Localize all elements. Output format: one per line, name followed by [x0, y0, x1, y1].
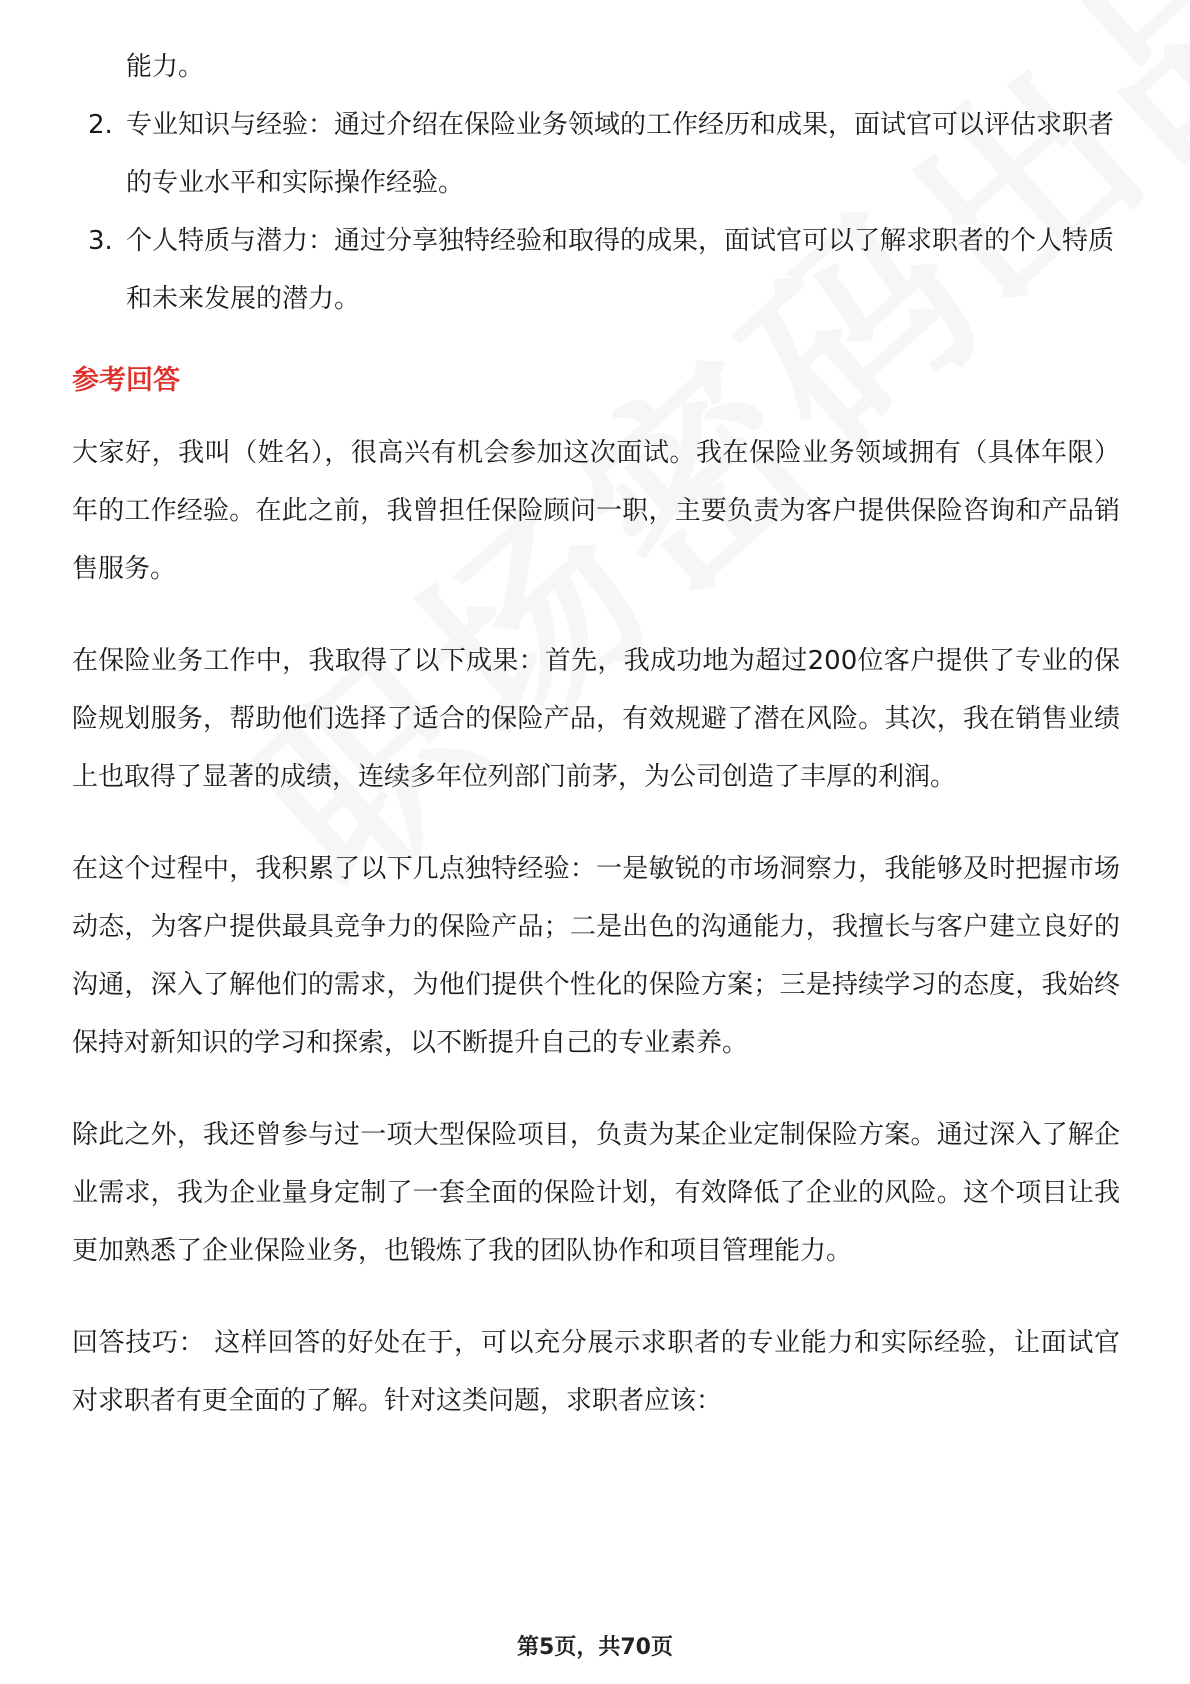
list-item-number: 3. [88, 226, 113, 256]
paragraph-tips: 回答技巧： 这样回答的好处在于，可以充分展示求职者的专业能力和实际经验，让面试官对求职者有更全面的了解。针对这类问题，求职者应该： [72, 1328, 1120, 1416]
page-number: 第5页，共70页 [517, 1635, 673, 1660]
page-content [72, 38, 1120, 1464]
numbered-list [72, 96, 1120, 328]
paragraph-project: 除此之外，我还曾参与过一项大型保险项目，负责为某企业定制保险方案。通过深入了解企业需求，我为企业量身定制了一套全面的保险计划，有效降低了企业的风险。这个项目让我更加熟悉了企业保险业务，也锻炼了我的团队协作和项目管理能力。 [72, 1120, 1120, 1266]
list-item-text: 个人特质与潜力：通过分享独特经验和取得的成果，面试官可以了解求职者的个人特质和未来发展的潜力。 [126, 226, 1115, 314]
paragraph-intro: 大家好，我叫（姓名），很高兴有机会参加这次面试。我在保险业务领域拥有（具体年限）年的工作经验。在此之前，我曾担任保险顾问一职，主要负责为客户提供保险咨询和产品销售服务。 [72, 438, 1120, 584]
list-item-text: 专业知识与经验：通过介绍在保险业务领域的工作经历和成果，面试官可以评估求职者的专业水平和实际操作经验。 [126, 110, 1115, 198]
paragraph-experience: 在这个过程中，我积累了以下几点独特经验：一是敏锐的市场洞察力，我能够及时把握市场动态，为客户提供最具竞争力的保险产品；二是出色的沟通能力，我擅长与客户建立良好的沟通，深入了解他们的需求，为他们提供个性化的保险方案；三是持续学习的态度，我始终保持对新知识的学习和探索，以不断提升自己的专业素养。 [72, 854, 1120, 1058]
list-item [72, 96, 1120, 212]
list-item [72, 212, 1120, 328]
list-item-number: 2. [88, 110, 113, 140]
section-title: 参考回答 [72, 365, 180, 396]
paragraph-achievements: 在保险业务工作中，我取得了以下成果：首先，我成功地为超过200位客户提供了专业的保险规划服务，帮助他们选择了适合的保险产品，有效规避了潜在风险。其次，我在销售业绩上也取得了显著的成绩，连续多年位列部门前茅，为公司创造了丰厚的利润。 [72, 646, 1120, 792]
continuation-text: 能力。 [126, 52, 205, 82]
